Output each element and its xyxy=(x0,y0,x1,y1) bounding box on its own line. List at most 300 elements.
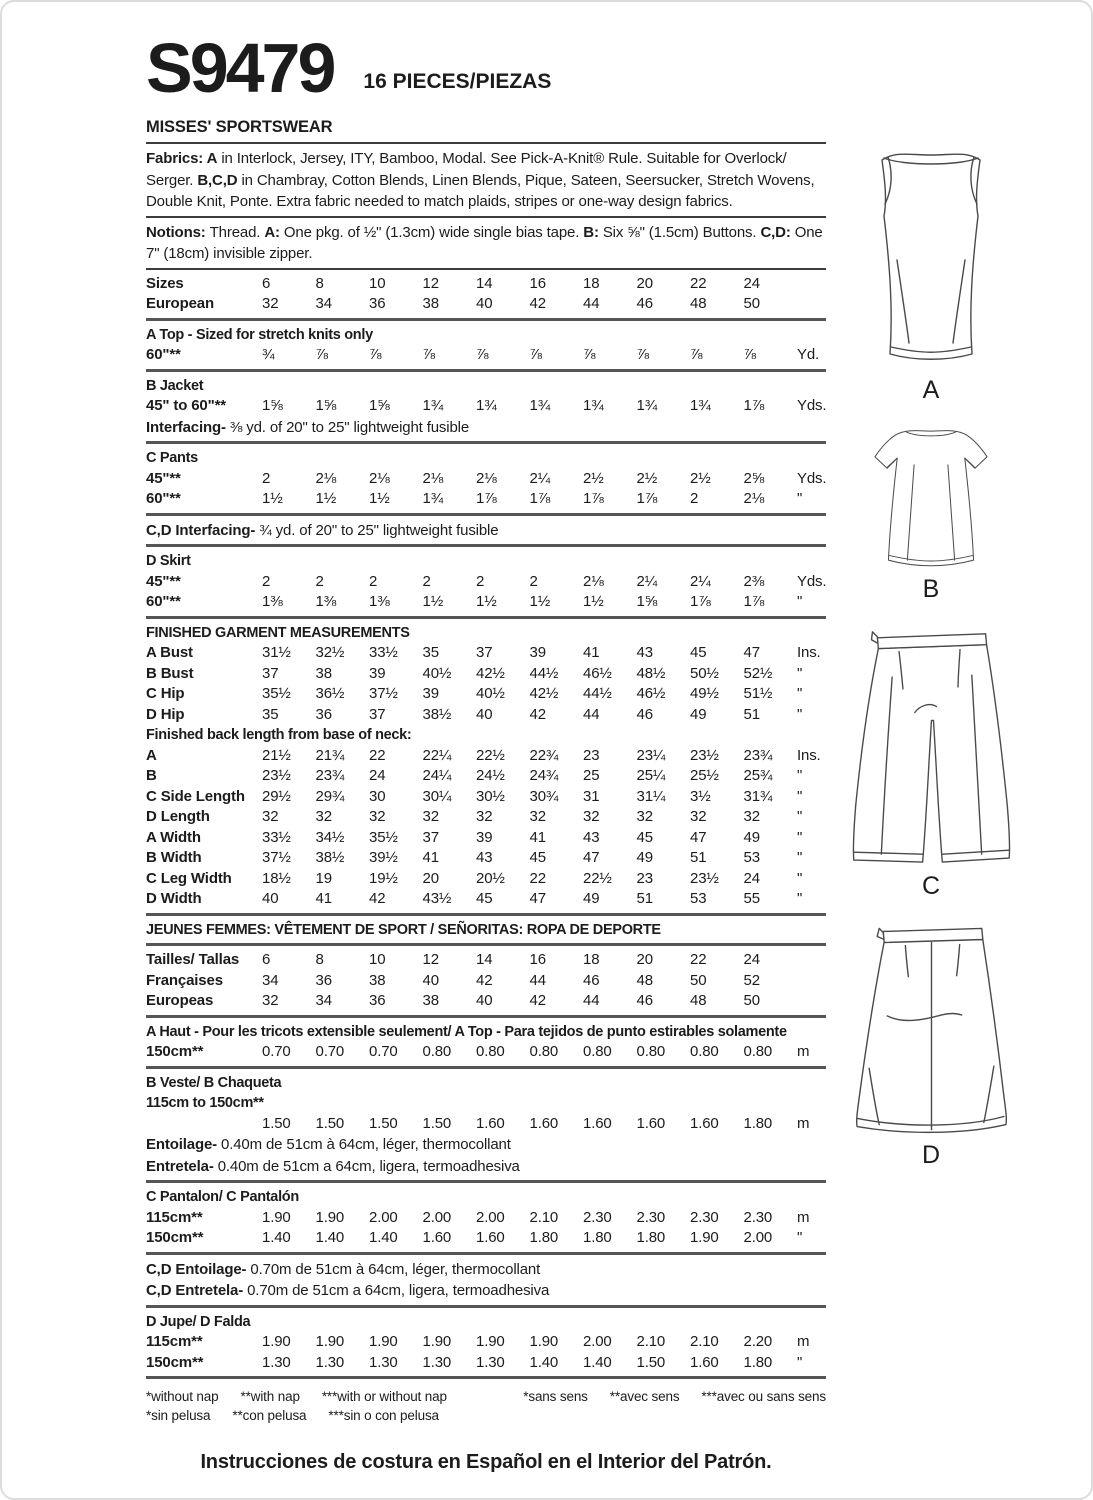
value-cell: 45 xyxy=(476,890,493,908)
value-cell: 0.80 xyxy=(476,1043,505,1061)
table-row xyxy=(146,489,826,510)
unit-cell: " xyxy=(797,490,803,508)
value-cell: ⅞ xyxy=(315,346,328,364)
value-cell: 25½ xyxy=(690,767,719,785)
note-line xyxy=(146,1156,826,1178)
unit-cell: Ins. xyxy=(797,644,821,662)
value-cell: 23 xyxy=(583,746,600,764)
value-cell: 1¾ xyxy=(422,397,444,415)
row-label: 45"** xyxy=(146,469,181,487)
value-cell: 31¾ xyxy=(743,787,773,805)
row-label: Sizes xyxy=(146,274,184,292)
value-cell: 1.30 xyxy=(369,1353,398,1371)
value-cell: 32 xyxy=(315,808,332,826)
value-cell: 1.90 xyxy=(422,1333,452,1351)
value-cell: 1⅞ xyxy=(583,490,604,508)
value-cell: 38½ xyxy=(422,705,452,723)
value-cell: 2¼ xyxy=(690,572,711,590)
table-row xyxy=(146,1228,826,1249)
value-cell: 32 xyxy=(636,808,653,826)
footnote-with-nap: **with nap xyxy=(240,1389,300,1405)
garment-illustrations xyxy=(836,142,1026,1170)
value-cell: 41 xyxy=(422,849,439,867)
value-cell: 47 xyxy=(583,849,600,867)
value-cell: 34 xyxy=(315,992,332,1010)
value-cell: 2⅛ xyxy=(315,469,337,487)
footnote-line-2 xyxy=(146,1406,826,1425)
section-header: Finished back length from base of neck: xyxy=(146,727,412,744)
value-cell: 0.70 xyxy=(262,1043,291,1061)
table-row xyxy=(146,592,826,613)
value-cell: 40 xyxy=(262,890,279,908)
value-cell: 12 xyxy=(422,274,439,292)
pattern-info-column xyxy=(146,29,827,1474)
cap-sleeve-top-illustration xyxy=(836,423,1026,573)
sleeveless-top-illustration xyxy=(851,142,1011,374)
row-label: 45"** xyxy=(146,572,181,590)
value-cell: 24 xyxy=(743,274,760,292)
value-cell: 45 xyxy=(690,644,707,662)
value-cell: 2⅛ xyxy=(743,490,765,508)
note-bold-text: Interfacing- xyxy=(146,418,230,436)
value-cell: 1.60 xyxy=(636,1114,666,1132)
note-text: 0.40m de 51cm à 64cm, léger, thermocollant xyxy=(221,1136,511,1154)
value-cell: 2.30 xyxy=(690,1208,719,1226)
value-cell: 33½ xyxy=(262,828,291,846)
value-cell: 1.60 xyxy=(583,1114,612,1132)
value-cell: 32½ xyxy=(315,644,345,662)
value-cell: ⅞ xyxy=(422,346,435,364)
value-cell: 1⅝ xyxy=(636,593,658,611)
value-cell: 40½ xyxy=(476,685,505,703)
value-cell: 42 xyxy=(529,992,546,1010)
garment-a-label: A xyxy=(922,376,940,404)
footnote-avec-sens: **avec sens xyxy=(609,1389,680,1405)
value-cell: 22¼ xyxy=(422,746,452,764)
value-cell: 2⅛ xyxy=(583,572,604,590)
value-cell: 1⅜ xyxy=(315,593,337,611)
value-cell: 44 xyxy=(583,295,600,313)
value-cell: 1.60 xyxy=(690,1353,719,1371)
section-divider xyxy=(146,142,826,144)
value-cell: 39 xyxy=(529,644,546,662)
unit-cell: m xyxy=(797,1114,810,1132)
table-row xyxy=(146,1114,826,1135)
value-cell: 22 xyxy=(369,746,386,764)
value-cell: 32 xyxy=(422,808,439,826)
value-cell: 1⅞ xyxy=(636,490,658,508)
section-header: C Pantalon/ C Pantalón xyxy=(146,1189,299,1206)
value-cell: 1¾ xyxy=(476,397,497,415)
garment-d-label: D xyxy=(921,1141,941,1169)
value-cell: 32 xyxy=(583,808,600,826)
value-cell: 1.50 xyxy=(369,1114,398,1132)
value-cell: 43 xyxy=(476,849,493,867)
note-text: 0.40m de 51cm a 64cm, ligera, termoadhesiva xyxy=(217,1157,520,1175)
row-label: A Width xyxy=(146,828,201,846)
value-cell: 1⅞ xyxy=(529,490,551,508)
section-divider xyxy=(146,544,826,547)
value-cell: 8 xyxy=(315,274,324,292)
value-cell: 24¾ xyxy=(529,767,559,785)
row-label: 150cm** xyxy=(146,1353,204,1371)
value-cell: 23 xyxy=(636,869,653,887)
value-cell: 1½ xyxy=(583,593,604,611)
value-cell: 44½ xyxy=(529,664,559,682)
value-cell: 1.80 xyxy=(636,1229,666,1247)
row-label: D Width xyxy=(146,890,202,908)
value-cell: 22 xyxy=(690,951,707,969)
value-cell: 50 xyxy=(743,992,760,1010)
value-cell: 31 xyxy=(583,787,600,805)
section-divider xyxy=(146,318,826,321)
note-bold-text: C,D Entoilage- xyxy=(146,1260,251,1278)
value-cell: 1.90 xyxy=(529,1333,559,1351)
garment-d-figure xyxy=(843,917,1019,1170)
unit-cell xyxy=(797,950,826,971)
value-cell: 38 xyxy=(315,664,332,682)
value-cell: 32 xyxy=(529,808,546,826)
value-cell: 32 xyxy=(690,808,707,826)
value-cell: 34 xyxy=(262,971,279,989)
value-cell: 37 xyxy=(262,664,279,682)
section-header: JEUNES FEMMES: VÊTEMENT DE SPORT / SEÑORITAS: ROPA DE DEPORTE xyxy=(146,921,661,938)
value-cell: 2.30 xyxy=(636,1208,666,1226)
value-cell: 46½ xyxy=(636,685,666,703)
value-cell: 18 xyxy=(583,274,600,292)
table-row xyxy=(146,950,826,971)
value-cell: 38 xyxy=(422,992,439,1010)
value-cell: 2½ xyxy=(690,469,711,487)
value-cell: 2.20 xyxy=(743,1333,773,1351)
note-bold-text: Entoilage- xyxy=(146,1136,222,1154)
row-label: C Hip xyxy=(146,685,185,703)
value-cell: 55 xyxy=(743,890,760,908)
section-divider xyxy=(146,268,826,270)
value-cell: 1⅞ xyxy=(690,593,711,611)
value-cell: 1.30 xyxy=(422,1353,452,1371)
note-bold-text: C,D Entretela- xyxy=(146,1282,248,1300)
section-header: C Pants xyxy=(146,450,198,467)
row-label: C Side Length xyxy=(146,787,245,805)
section-divider xyxy=(146,1015,826,1018)
value-cell: 37 xyxy=(369,705,386,723)
value-cell: 49½ xyxy=(690,685,719,703)
value-cell: 1⅝ xyxy=(262,397,283,415)
unit-cell: " xyxy=(797,705,803,723)
value-cell: 1.60 xyxy=(690,1114,719,1132)
value-cell: 1.60 xyxy=(476,1229,505,1247)
value-cell: 12 xyxy=(422,951,439,969)
value-cell: 38 xyxy=(369,971,386,989)
value-cell: 46 xyxy=(636,705,653,723)
value-cell: 51 xyxy=(690,849,707,867)
value-cell: 1.90 xyxy=(315,1333,345,1351)
value-cell: 39½ xyxy=(369,849,398,867)
value-cell: 0.80 xyxy=(636,1043,666,1061)
value-cell: 0.80 xyxy=(583,1043,612,1061)
value-cell: 29½ xyxy=(262,787,291,805)
row-label: D Length xyxy=(146,808,210,826)
value-cell: 35 xyxy=(422,644,439,662)
value-cell: 40 xyxy=(476,295,493,313)
value-cell: 22 xyxy=(529,869,546,887)
value-cell: 0.80 xyxy=(690,1043,719,1061)
value-cell: 23¼ xyxy=(636,746,666,764)
value-cell: 2.10 xyxy=(529,1208,559,1226)
value-cell: 1.30 xyxy=(476,1353,505,1371)
row-label: 60"** xyxy=(146,593,181,611)
footnote-avec-ou-sans-sens: ***avec ou sans sens xyxy=(701,1389,826,1405)
value-cell: 52½ xyxy=(743,664,773,682)
value-cell: 1⅞ xyxy=(743,397,765,415)
page-title: MISSES' SPORTSWEAR xyxy=(146,118,333,137)
value-cell: 1½ xyxy=(529,593,551,611)
value-cell: 23½ xyxy=(262,767,291,785)
value-cell: 40 xyxy=(476,992,493,1010)
unit-cell: " xyxy=(797,849,803,867)
value-cell: 20 xyxy=(636,274,653,292)
value-cell: 18½ xyxy=(262,869,291,887)
unit-cell: " xyxy=(797,808,803,826)
value-cell: 1⅞ xyxy=(476,490,497,508)
value-cell: 1.90 xyxy=(315,1208,345,1226)
table-row xyxy=(146,971,826,992)
value-cell: 1.90 xyxy=(476,1333,505,1351)
value-cell: 45 xyxy=(636,828,653,846)
note-text: One pkg. of ½" (1.3cm) wide single bias tape. xyxy=(283,223,584,241)
footnote-spacer xyxy=(469,1387,501,1406)
value-cell: 48 xyxy=(636,971,653,989)
value-cell: 23¾ xyxy=(315,767,345,785)
value-cell: 25¾ xyxy=(743,767,773,785)
value-cell: 44 xyxy=(583,705,600,723)
section-header: A Top - Sized for stretch knits only xyxy=(146,326,373,343)
value-cell: 46 xyxy=(636,295,653,313)
value-cell: 2½ xyxy=(583,469,604,487)
value-cell: 1¾ xyxy=(636,397,658,415)
unit-cell: m xyxy=(797,1208,810,1226)
value-cell: 8 xyxy=(315,951,324,969)
value-cell: 33½ xyxy=(369,644,398,662)
table-row xyxy=(146,889,826,910)
note-bold-text: Fabrics: A xyxy=(146,150,218,168)
footnotes xyxy=(146,1387,826,1425)
value-cell: 41 xyxy=(315,890,332,908)
value-cell: 1.30 xyxy=(315,1353,345,1371)
value-cell: 2 xyxy=(262,572,271,590)
pattern-number: S9479 xyxy=(146,29,334,107)
table-row xyxy=(146,396,826,417)
note-text: One 7" (18cm) invisible zipper. xyxy=(146,223,823,263)
value-cell: 48½ xyxy=(636,664,666,682)
section-divider xyxy=(146,369,826,372)
table-row xyxy=(146,766,826,787)
table-row xyxy=(146,746,826,767)
value-cell: 1.30 xyxy=(262,1353,291,1371)
garment-c-figure xyxy=(840,618,1022,901)
value-cell: 42 xyxy=(369,890,386,908)
table-row xyxy=(146,869,826,890)
value-cell: 38½ xyxy=(315,849,345,867)
value-cell: 2.10 xyxy=(636,1333,666,1351)
value-cell: 24 xyxy=(743,869,760,887)
section-header: D Jupe/ D Falda xyxy=(146,1313,251,1330)
value-cell: 53 xyxy=(743,849,760,867)
note-bold-text: C,D Interfacing- xyxy=(146,521,260,539)
table-row xyxy=(146,828,826,849)
section-header: D Skirt xyxy=(146,553,191,570)
row-label: B xyxy=(146,767,157,785)
value-cell: 1.50 xyxy=(315,1114,345,1132)
note-text: ⅜ yd. of 20" to 25" lightweight fusible xyxy=(229,418,470,436)
value-cell: 19½ xyxy=(369,869,398,887)
value-cell: ⅞ xyxy=(690,346,703,364)
value-cell: 1.60 xyxy=(476,1114,505,1132)
table-row xyxy=(146,807,826,828)
value-cell: 0.80 xyxy=(422,1043,452,1061)
value-cell: 18 xyxy=(583,951,600,969)
value-cell: 23¾ xyxy=(743,746,773,764)
value-cell: 24 xyxy=(743,951,760,969)
value-cell: 37 xyxy=(476,644,493,662)
value-cell: 37 xyxy=(422,828,439,846)
value-cell: ⅞ xyxy=(583,346,596,364)
value-cell: 0.80 xyxy=(529,1043,559,1061)
row-label: 150cm** xyxy=(146,1229,204,1247)
value-cell: 1½ xyxy=(476,593,497,611)
section-header: 115cm to 150cm** xyxy=(146,1095,264,1112)
value-cell: 1.90 xyxy=(369,1333,398,1351)
row-label xyxy=(146,1114,262,1135)
value-cell: 1¾ xyxy=(422,490,444,508)
section-divider xyxy=(146,943,826,946)
a-line-skirt-illustration xyxy=(843,917,1019,1139)
section-header: FINISHED GARMENT MEASUREMENTS xyxy=(146,624,410,641)
value-cell: ⅞ xyxy=(369,346,382,364)
footnote-con-pelusa: **con pelusa xyxy=(232,1408,307,1424)
footnote-sans-sens: *sans sens xyxy=(523,1389,588,1405)
value-cell: 21¾ xyxy=(315,746,345,764)
value-cell: 42 xyxy=(529,705,546,723)
value-cell: 2½ xyxy=(636,469,658,487)
header-row xyxy=(146,29,826,107)
value-cell: 2.00 xyxy=(743,1229,773,1247)
value-cell: 39 xyxy=(476,828,493,846)
section-divider xyxy=(146,913,826,916)
value-cell: 25 xyxy=(583,767,600,785)
value-cell: 1½ xyxy=(369,490,390,508)
value-cell: 43 xyxy=(636,644,653,662)
section-divider xyxy=(146,616,826,619)
value-cell: 2.10 xyxy=(690,1333,719,1351)
value-cell: ⅞ xyxy=(636,346,649,364)
unit-cell: " xyxy=(797,828,803,846)
value-cell: 1.90 xyxy=(690,1229,719,1247)
note-bold-text: Entretela- xyxy=(146,1157,218,1175)
table-row xyxy=(146,684,826,705)
note-line xyxy=(146,222,826,265)
unit-cell xyxy=(797,274,826,295)
value-cell: 30 xyxy=(369,787,386,805)
value-cell: 1.90 xyxy=(262,1333,291,1351)
row-label: 115cm** xyxy=(146,1333,203,1351)
value-cell: 1.80 xyxy=(743,1114,773,1132)
value-cell: 1.40 xyxy=(315,1229,345,1247)
note-line xyxy=(146,148,826,213)
row-label: 60"** xyxy=(146,490,181,508)
value-cell: 45 xyxy=(529,849,546,867)
note-line xyxy=(146,1259,826,1281)
value-cell: 1.90 xyxy=(262,1208,291,1226)
value-cell: 24½ xyxy=(476,767,505,785)
value-cell: 10 xyxy=(369,274,386,292)
value-cell: 1⅝ xyxy=(369,397,390,415)
value-cell: 47 xyxy=(690,828,707,846)
value-cell: 32 xyxy=(476,808,493,826)
value-cell: 1⅝ xyxy=(315,397,337,415)
section-divider xyxy=(146,1305,826,1308)
value-cell: 47 xyxy=(743,644,760,662)
value-cell: 44 xyxy=(529,971,546,989)
value-cell: 36½ xyxy=(315,685,345,703)
value-cell: 2¼ xyxy=(529,469,551,487)
value-cell: 1.80 xyxy=(743,1353,773,1371)
value-cell: 1.40 xyxy=(262,1229,291,1247)
value-cell: 42 xyxy=(476,971,493,989)
unit-cell: " xyxy=(797,1229,803,1247)
footnote-without-nap: *without nap xyxy=(146,1389,219,1405)
value-cell: 38 xyxy=(422,295,439,313)
value-cell: 1¾ xyxy=(583,397,604,415)
value-cell: 41 xyxy=(529,828,546,846)
value-cell: 30¼ xyxy=(422,787,452,805)
value-cell: 35 xyxy=(262,705,279,723)
value-cell: 49 xyxy=(583,890,600,908)
value-cell: 1⅜ xyxy=(262,593,283,611)
value-cell: 14 xyxy=(476,274,493,292)
row-label: 115cm** xyxy=(146,1208,203,1226)
table-row xyxy=(146,294,826,315)
garment-a-figure xyxy=(851,142,1011,405)
unit-cell xyxy=(797,971,826,992)
spanish-instructions-note: Instrucciones de costura en Español en el Interior del Patrón. xyxy=(200,1451,772,1474)
value-cell: 30¾ xyxy=(529,787,559,805)
value-cell: 51 xyxy=(636,890,653,908)
value-cell: 46½ xyxy=(583,664,612,682)
yardage-table xyxy=(146,142,826,1379)
value-cell: 1.50 xyxy=(636,1353,666,1371)
value-cell: 2⅝ xyxy=(743,469,765,487)
value-cell: 16 xyxy=(529,274,546,292)
row-label: B Bust xyxy=(146,664,194,682)
table-row xyxy=(146,991,826,1012)
value-cell: 10 xyxy=(369,951,386,969)
value-cell: 44 xyxy=(583,992,600,1010)
wide-leg-pants-illustration xyxy=(840,618,1022,870)
note-text: in Chambray, Cotton Blends, Linen Blends, Pique, Sateen, Seersucker, Stretch Wovens, Double Knit, Ponte. Extra fabric needed to match plaids, stripes or one-way design fabrics. xyxy=(146,171,815,211)
value-cell: 32 xyxy=(262,808,279,826)
value-cell: 31½ xyxy=(262,644,291,662)
section-divider xyxy=(146,513,826,516)
footnote-sin-pelusa: *sin pelusa xyxy=(146,1408,211,1424)
garment-b-figure xyxy=(836,423,1026,604)
value-cell: 36 xyxy=(315,705,332,723)
section-divider xyxy=(146,1180,826,1183)
table-row xyxy=(146,643,826,664)
value-cell: 34 xyxy=(315,295,332,313)
value-cell: 20½ xyxy=(476,869,505,887)
